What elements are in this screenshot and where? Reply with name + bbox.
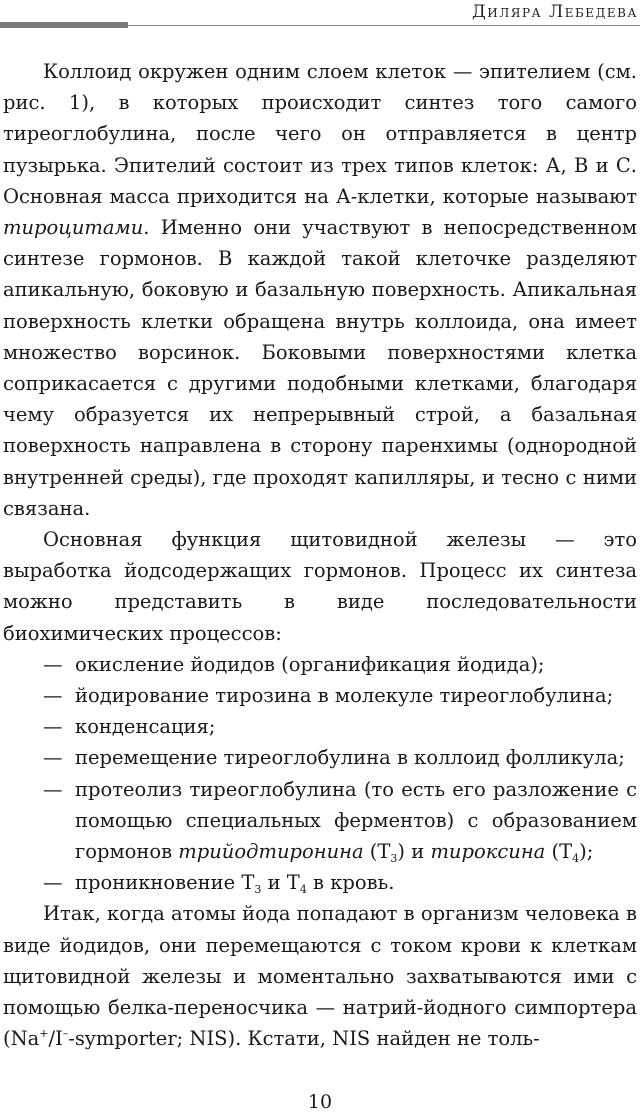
paragraph-3: Итак, когда атомы йода попадают в организм человека в виде йодидов, они перемещаются с током крови к клеткам щитовидной железы и моментально захватываются ими с помощью белка-переносчика — натрий-йодного симпортера (Na+/I–-symporter; NIS). Кстати, NIS найден не толь- [3,902,637,1051]
paragraph-2: Основная функция щитовидной железы — это выработка йодсодержащих гормонов. Процесс их синтеза можно представить в виде последовательности биохимических процессов: [3,528,637,645]
page-body [3,56,637,1055]
paragraph-1: Коллоид окружен одним слоем клеток — эпителием (см. рис. 1), в которых происходит синтез того самого тиреоглобулина, после чего он отправляется в центр пузырька. Эпителий состоит из трех типов клеток: А, В и С. Основная масса приходится на А-клетки, которые называют тироцитами. Именно они участвуют в непосредственном синтезе гормонов. В каждой такой клеточке разделяют апикальную, боковую и базальную поверхность. Апикальная поверхность клетки обращена внутрь коллоида, она имеет множество ворсинок. Боковыми поверхностями клетка соприкасается с другими подобными клетками, благодаря чему образуется их непрерывный строй, а базальная поверхность направлена в сторону паренхимы (однородной внутренней среды), где проходят капилляры, и тесно с ними связана. [3,60,637,520]
process-list [3,649,637,899]
term-thyrocytes: тироцитами [3,216,144,240]
header-rule [128,25,640,26]
list-item: — перемещение тиреоглобулина в коллоид фолликула; [43,746,625,770]
running-head: Диляра Лебедева [471,2,638,22]
list-item: — протеолиз тиреоглобулина (то есть его разложение с помощью специальных ферментов) с образованием гормонов трийодтиронина $(Т_3)$ и тироксина $(Т_4)$; [43,777,637,866]
list-item: — конденсация; [43,715,216,739]
list-item: — окисление йодидов (органификация йодида); [43,652,545,676]
header-bar [0,22,128,28]
list-item: — йодирование тирозина в молекуле тиреоглобулина; [43,684,614,708]
page-number: 10 [307,1091,333,1113]
list-item: — проникновение $Т_3$ и $Т_4$ в кровь. [43,871,395,897]
